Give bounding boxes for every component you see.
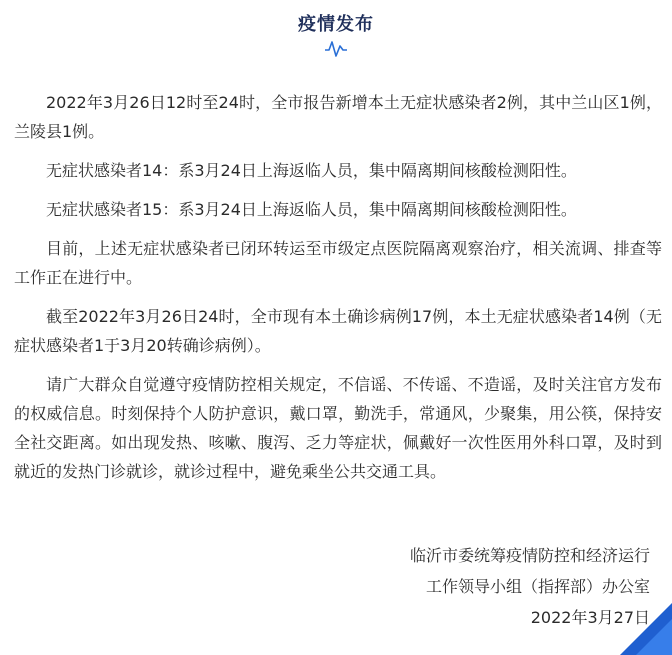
signature-date: 2022年3月27日 bbox=[530, 608, 650, 627]
signature-org-line1: 临沂市委统筹疫情防控和经济运行 bbox=[409, 546, 650, 565]
paragraph: 无症状感染者14：系3月24日上海返临人员，集中隔离期间核酸检测阳性。 bbox=[46, 161, 577, 180]
heartbeat-divider-icon bbox=[247, 38, 423, 58]
paragraph: 截至2022年3月26日24时，全市现有本土确诊病例17例，本土无症状感染者14例（无症状感染者1于3月20转确诊病例）。 bbox=[14, 307, 662, 355]
signature-org-line2: 工作领导小组（指挥部）办公室 bbox=[425, 577, 650, 596]
corner-decoration-icon bbox=[612, 595, 672, 655]
page-title: 疫情发布 bbox=[298, 14, 374, 35]
paragraph: 无症状感染者15：系3月24日上海返临人员，集中隔离期间核酸检测阳性。 bbox=[46, 200, 577, 219]
article-body bbox=[14, 88, 662, 496]
paragraph: 目前，上述无症状感染者已闭环转运至市级定点医院隔离观察治疗，相关流调、排查等工作正在进行中。 bbox=[14, 239, 662, 287]
paragraph: 请广大群众自觉遵守疫情防控相关规定，不信谣、不传谣、不造谣，及时关注官方发布的权威信息。时刻保持个人防护意识，戴口罩，勤洗手，常通风，少聚集，用公筷，保持安全社交距离。如出现发热、咳嗽、腹泻、乏力等症状，佩戴好一次性医用外科口罩，及时到就近的发热门诊就诊，就诊过程中，避免乘坐公共交通工具。 bbox=[14, 375, 662, 481]
paragraph: 2022年3月26日12时至24时，全市报告新增本土无症状感染者2例，其中兰山区1例，兰陵县1例。 bbox=[14, 93, 662, 141]
